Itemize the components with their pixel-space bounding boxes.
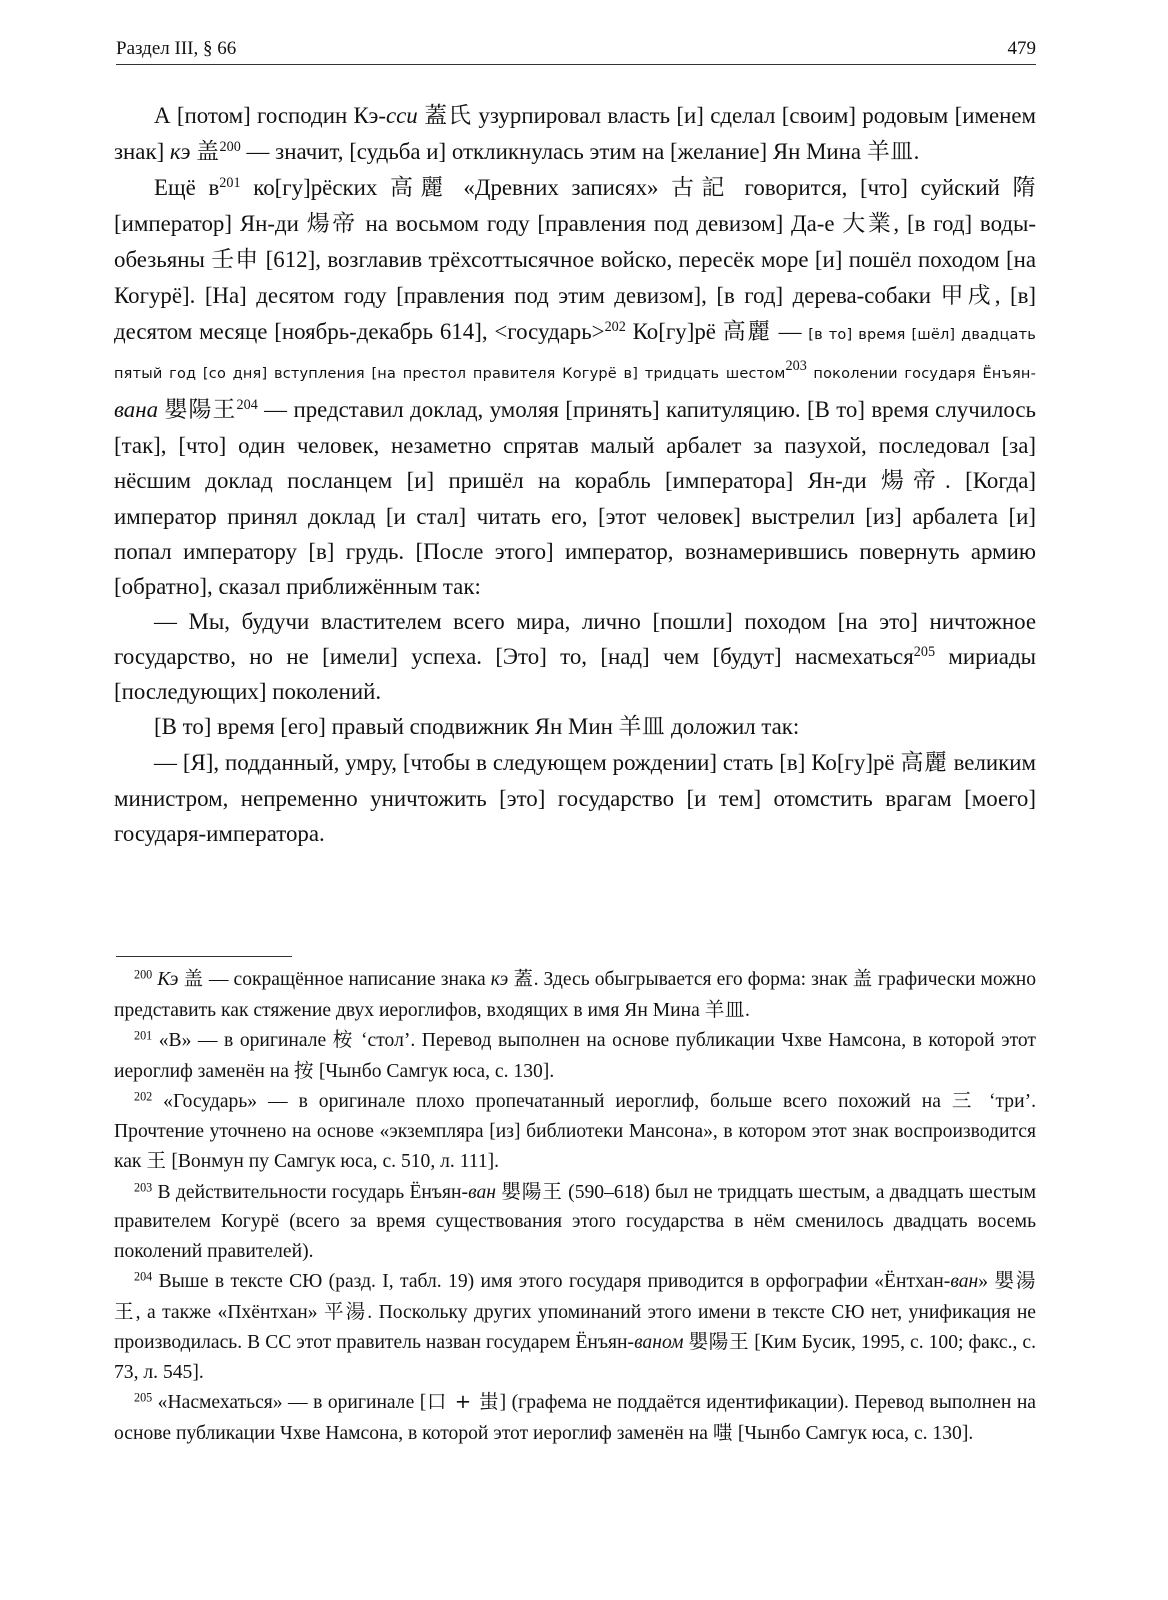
hanzi-text: 嬰陽王 [688, 1330, 750, 1353]
text-run: [император] Ян-ди [114, 211, 307, 236]
footnote-ref: 201 [134, 1028, 153, 1043]
text-run: — сокращённое написание знака [203, 969, 491, 990]
hanzi-text: 嬰湯王 [114, 1269, 1037, 1323]
text-run: Выше в тексте СЮ (разд. I, табл. 19) имя этого государя приводится в орфографии «Ёнтхан- [152, 1271, 951, 1292]
italic-text: кэ [490, 969, 509, 990]
text-run: . Поскольку других упоминаний этого имени в тексте СЮ нет, унификация не производилась. В СС этот правитель назван государем Ёнъян- [114, 1301, 1037, 1353]
italic-text: ван [950, 1271, 979, 1292]
text-run: [Ким Бусик, 1995, с. 100; факс., с. 73, л. 545]. [114, 1332, 1037, 1383]
main-text [114, 98, 1036, 851]
hanzi-text: 高麗 [722, 319, 772, 345]
text-run: [Чынбо Самгук юса, с. 130]. [313, 1060, 555, 1082]
hanzi-text: 嬰陽王 [164, 397, 237, 423]
footnotes [114, 964, 1036, 1448]
hanzi-text: 嬰陽王 [501, 1179, 563, 1203]
text-run: [В то] время [его] правый сподвижник Ян Мин [154, 714, 619, 739]
text-run: ] (графема не поддаётся идентификации). Перевод выполнен на основе публикации Чхве Намсона, в которой этот иероглиф заменён на [114, 1392, 1037, 1444]
paragraph [114, 170, 1036, 604]
running-title: Раздел III, § 66 [116, 38, 237, 59]
footnote [114, 1086, 1036, 1177]
hanzi-text: 大業 [842, 211, 894, 237]
footnote-ref: 202 [604, 319, 626, 336]
italic-text: Кэ [157, 969, 179, 990]
hanzi-text: 高麗 [900, 750, 948, 776]
page-number: 479 [1007, 38, 1036, 59]
footnote-ref: 200 [219, 139, 241, 156]
italic-text: ваном [634, 1332, 684, 1353]
hanzi-text: 羊皿 [704, 997, 745, 1021]
text-run: (590–618) был не тридцать шестым, а двадцать шестым правителем Когурё (всего за время существования этого государства в нём сменилось двадцать восемь поколений правителей). [114, 1181, 1036, 1262]
italic-text: сси [385, 103, 418, 128]
text-run: «Древних записях» [450, 175, 672, 200]
text-run: великим министром, непременно уничтожить [это] государство [и тем] отомстить врагам [моего] государя-императора. [114, 750, 1037, 846]
hanzi-text: 高麗 [389, 175, 451, 201]
hanzi-text: 甲戌 [940, 283, 995, 309]
text-run: графически можно представить как стяжение двух иероглифов, входящих в имя Ян Мина [114, 969, 1037, 1021]
small-text: [в то] время [шёл] двадцать пятый год [со дня] вступления [на престол правителя Когурё в] тридцать шестом [114, 327, 1037, 382]
paragraph [114, 604, 1036, 709]
text-run: доложил так: [665, 714, 800, 739]
footnote-ref: 200 [134, 967, 153, 982]
text-run: . [Когда] император принял доклад [и стал] читать его, [этот человек] выстрелил [из] арбалета [и] попал императору [в] грудь. [После этого] император, вознамерившись повернуть армию [обратно], сказал приближённым так: [114, 468, 1037, 599]
text-run: — [Я], подданный, умру, [чтобы в следующем рождении] стать [в] Ко[гу]рё [154, 750, 901, 775]
hanzi-text: 按 [293, 1058, 314, 1082]
hanzi-text: 王 [146, 1149, 167, 1172]
italic-text: ван [468, 1181, 496, 1203]
hanzi-text: 煬帝 [306, 211, 358, 237]
paragraph [114, 745, 1036, 851]
footnote-ref: 204 [134, 1269, 153, 1284]
text-run: В действительности государь Ёнъян- [152, 1181, 469, 1203]
text-run: . Здесь обыгрывается его форма: знак [533, 969, 853, 990]
hanzi-text: 羊皿 [866, 139, 914, 165]
hanzi-text: 蓋氏 [424, 103, 473, 129]
footnote [114, 1387, 1036, 1448]
text-run: ко[гу]рёских [240, 175, 390, 200]
hanzi-text: 嗤 [712, 1420, 733, 1444]
footnote [114, 1177, 1036, 1267]
footnote-ref: 205 [913, 644, 936, 661]
footnote-ref: 201 [219, 175, 241, 192]
footnote [114, 1025, 1036, 1086]
text-run: А [потом] господин Кэ- [154, 103, 386, 128]
text-run: , а также «Пхёнтхан» [135, 1301, 324, 1323]
hanzi-text: 蓋 [513, 967, 534, 990]
hanzi-text: 三 [951, 1089, 979, 1112]
paragraph [114, 98, 1036, 170]
hanzi-text: 盖 [183, 967, 204, 990]
italic-text: вана [114, 397, 159, 422]
text-run: узурпировал власть [и] сделал [своим] родовым [именем знак] [114, 103, 1037, 164]
text-run: на восьмом году [правления под девизом] Да-е [357, 211, 843, 236]
text-run: » [978, 1271, 995, 1292]
text-run: — Мы, будучи властителем всего мира, лично [пошли] походом [на это] ничтожное государство, но не [имели] успеха. [Это] то, [над] чем [будут] насмехаться [114, 609, 1036, 669]
hanzi-text: 壬申 [211, 247, 260, 273]
text-run: «Государь» — в оригинале плохо пропечатанный иероглиф, больше всего похожий на [152, 1091, 952, 1112]
text-run: ‘стол’. Перевод выполнен на основе публикации Чхве Намсона, в которой этот иероглиф заменён на [114, 1030, 1036, 1082]
hanzi-text: 平湯 [323, 1299, 368, 1323]
paragraph [114, 709, 1036, 745]
hanzi-text: 盖 [196, 139, 220, 165]
text-run: мириады [последующих] поколений. [114, 644, 1036, 704]
footnote-ref: 203 [134, 1179, 153, 1194]
footnote-ref: 202 [134, 1089, 153, 1104]
text-run: Ко[гу]рё [625, 319, 723, 344]
text-run: . [913, 139, 920, 164]
italic-text: кэ [169, 139, 191, 164]
text-run: . [744, 999, 750, 1021]
hanzi-text: 羊皿 [618, 714, 666, 740]
text-run: — представил доклад, умоляя [принять] капитуляцию. [В то] время случилось [так], [что] один человек, незаметно спрятав малый арбалет за пазухой, последовал [за] нёсшим доклад посланцем [и] пришёл на корабль [императора] Ян-ди [114, 397, 1036, 493]
hanzi-text: 盖 [852, 967, 873, 990]
footnote [114, 964, 1036, 1025]
small-text: поколении государя Ёнъян- [806, 366, 1037, 382]
hanzi-text: 隋 [1012, 175, 1036, 201]
text-run: — значит, [судьба и] откликнулась этим на [желание] Ян Мина [240, 139, 867, 164]
text-run: , [в] десятом месяце [ноябрь-декабрь 614], <государь> [114, 283, 1036, 344]
text-run: [Вонмун пу Самгук юса, с. 510, л. 111]. [166, 1151, 500, 1172]
footnote-separator [116, 956, 292, 957]
text-run: Ещё в [154, 175, 220, 200]
footnote [114, 1266, 1036, 1387]
text-run: говорится, [что] суйский [731, 175, 1013, 200]
running-header [116, 26, 1036, 65]
text-run: ‘три’. Прочтение уточнено на основе «экземпляра [из] библиотеки Мансона», в котором этот знак воспроизводится как [114, 1091, 1037, 1172]
footnote-ref: 204 [236, 397, 258, 414]
text-run: [Чынбо Самгук юса, с. 130]. [732, 1422, 974, 1444]
text-run: «В» — в оригинале [152, 1030, 333, 1051]
hanzi-text: 古記 [671, 175, 732, 201]
hanzi-text: 口 + 蚩 [426, 1390, 500, 1413]
hanzi-text: 桉 [332, 1028, 355, 1051]
text-run: [612], возглавив трёхсоттысячное войско, пересёк море [и] пошёл походом [на Когурё]. [На] десятом году [правления под этим девизом], [в год] дерева-собаки [114, 247, 1036, 308]
text-run: «Насмехаться» — в оригинале [ [152, 1392, 427, 1413]
footnote-ref: 203 [785, 358, 807, 375]
text-run: — [771, 319, 809, 344]
hanzi-text: 煬帝 [880, 468, 946, 494]
text-run: , [в год] воды-обезьяны [114, 211, 1037, 272]
footnote-ref: 205 [134, 1390, 153, 1405]
